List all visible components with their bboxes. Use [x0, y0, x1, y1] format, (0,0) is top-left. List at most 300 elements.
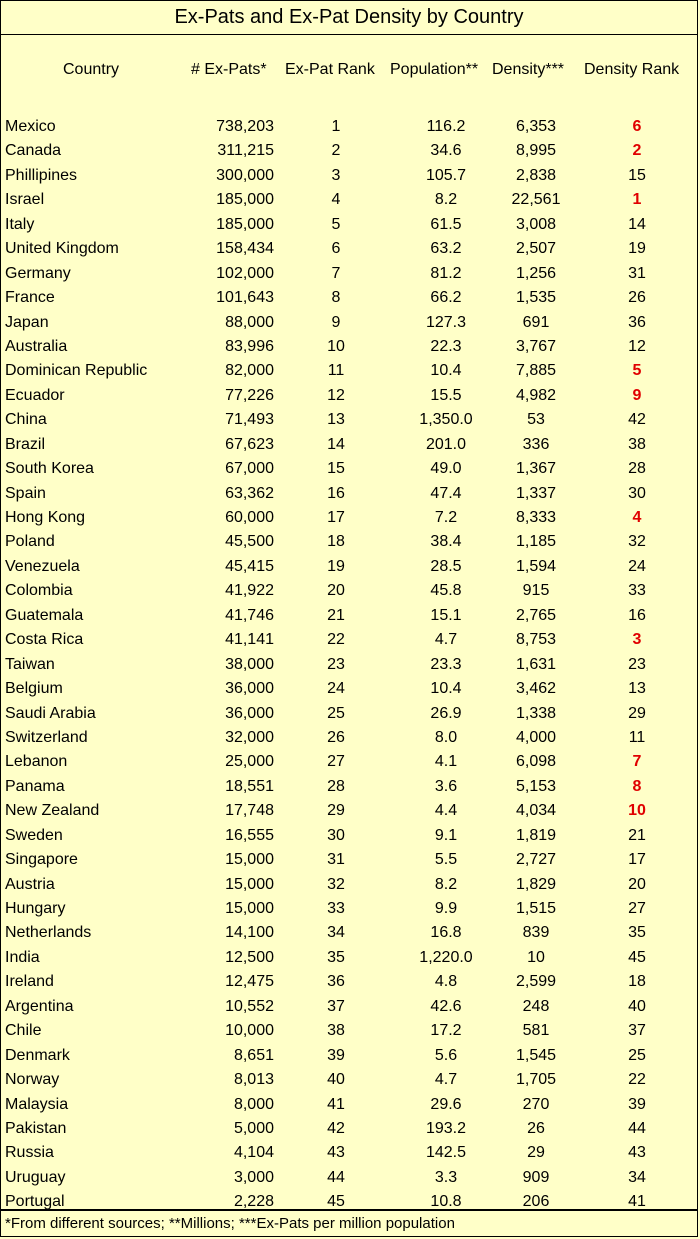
- cell-expats: 102,000: [216, 264, 274, 282]
- cell-density: 6,098: [515, 753, 557, 771]
- cell-expat-rank: 3: [331, 166, 341, 184]
- table-row: [1, 604, 697, 628]
- cell-density-rank: 42: [628, 411, 646, 429]
- cell-country: Guatemala: [5, 606, 84, 624]
- cell-population: 10.8: [430, 1193, 462, 1211]
- cell-expats: 8,013: [233, 1071, 274, 1089]
- cell-expats: 41,922: [225, 582, 274, 600]
- cell-density: 26: [527, 1119, 545, 1137]
- cell-population: 15.5: [430, 386, 462, 404]
- table-row: [1, 579, 697, 603]
- cell-population: 26.9: [430, 704, 462, 722]
- table-row: [1, 1117, 697, 1141]
- cell-expats: 311,215: [217, 142, 274, 160]
- cell-density: 1,337: [515, 484, 557, 502]
- cell-population: 42.6: [430, 997, 462, 1015]
- cell-country: Panama: [5, 777, 65, 795]
- cell-density: 1,705: [515, 1071, 557, 1089]
- table-row: [1, 750, 697, 774]
- cell-density-rank: 39: [628, 1095, 646, 1113]
- cell-density: 3,008: [515, 215, 557, 233]
- cell-expats: 88,000: [225, 313, 274, 331]
- table-row: [1, 311, 697, 335]
- table-body: [1, 115, 697, 1215]
- cell-expat-rank: 36: [327, 973, 345, 991]
- cell-population: 3.3: [434, 1168, 458, 1186]
- cell-expat-rank: 31: [327, 851, 345, 869]
- cell-density-rank: 25: [628, 1046, 646, 1064]
- cell-density-rank: 44: [628, 1119, 646, 1137]
- cell-expats: 10,552: [225, 997, 274, 1015]
- cell-expat-rank: 41: [327, 1095, 345, 1113]
- table-row: [1, 482, 697, 506]
- table-row: [1, 164, 697, 188]
- cell-expats: 8,651: [233, 1046, 274, 1064]
- cell-density: 1,545: [515, 1046, 557, 1064]
- cell-country: Portugal: [5, 1193, 65, 1211]
- table-row: [1, 1166, 697, 1190]
- table-row: [1, 677, 697, 701]
- cell-density-rank: 26: [628, 289, 646, 307]
- cell-density: 10: [527, 948, 545, 966]
- cell-density-rank: 11: [628, 728, 646, 746]
- cell-expats: 17,748: [225, 802, 274, 820]
- cell-population: 5.6: [434, 1046, 458, 1064]
- cell-population: 81.2: [430, 264, 462, 282]
- cell-density-rank: 5: [632, 362, 642, 380]
- cell-density-rank: 12: [628, 337, 646, 355]
- cell-density: 2,838: [515, 166, 557, 184]
- cell-country: Ireland: [5, 973, 54, 991]
- cell-density: 53: [527, 411, 545, 429]
- cell-density-rank: 40: [628, 997, 646, 1015]
- table-row: [1, 1019, 697, 1043]
- cell-expat-rank: 33: [327, 900, 345, 917]
- cell-expats: 14,100: [225, 924, 274, 942]
- cell-density: 1,829: [515, 875, 557, 893]
- cell-expats: 77,226: [225, 386, 274, 404]
- cell-expats: 45,415: [225, 557, 274, 575]
- table-row: [1, 188, 697, 212]
- cell-density-rank: 15: [628, 166, 646, 184]
- cell-expat-rank: 25: [327, 704, 345, 722]
- cell-population: 5.5: [434, 851, 458, 869]
- cell-expat-rank: 2: [331, 142, 341, 160]
- cell-expat-rank: 34: [327, 924, 345, 942]
- cell-expat-rank: 15: [327, 460, 345, 478]
- table-row: [1, 384, 697, 408]
- cell-density: 248: [522, 997, 550, 1015]
- cell-country: Dominican Republic: [5, 362, 148, 380]
- cell-expats: 41,746: [225, 606, 274, 624]
- cell-expat-rank: 16: [327, 484, 345, 502]
- cell-density-rank: 32: [628, 533, 646, 551]
- cell-density-rank: 17: [628, 851, 646, 869]
- cell-expat-rank: 14: [327, 435, 345, 453]
- cell-population: 38.4: [430, 533, 462, 551]
- cell-country: Hungary: [5, 900, 66, 917]
- cell-density: 8,753: [515, 631, 557, 649]
- cell-country: Russia: [5, 1144, 54, 1162]
- cell-density: 4,982: [515, 386, 557, 404]
- cell-density-rank: 24: [628, 557, 646, 575]
- cell-country: Hong Kong: [5, 509, 86, 526]
- table-row: [1, 897, 697, 921]
- table-row: [1, 628, 697, 652]
- cell-density-rank: 6: [632, 118, 642, 135]
- cell-country: Israel: [5, 191, 45, 209]
- cell-density-rank: 20: [628, 875, 646, 893]
- table-row: [1, 873, 697, 897]
- table-row: [1, 213, 697, 237]
- cell-density-rank: 29: [628, 704, 646, 722]
- cell-expats: 158,434: [216, 240, 274, 258]
- cell-population: 4.8: [434, 973, 458, 991]
- cell-expats: 738,203: [216, 118, 274, 135]
- cell-country: South Korea: [5, 460, 94, 478]
- cell-expats: 15,000: [225, 900, 274, 917]
- cell-density-rank: 10: [628, 802, 646, 820]
- cell-density-rank: 41: [628, 1193, 646, 1211]
- cell-population: 142.5: [425, 1144, 467, 1162]
- table-row: [1, 702, 697, 726]
- cell-expats: 5,000: [233, 1119, 274, 1137]
- cell-expat-rank: 37: [327, 997, 345, 1015]
- cell-country: Venezuela: [5, 557, 80, 575]
- cell-country: Phillipines: [5, 166, 78, 184]
- cell-expats: 3,000: [233, 1168, 274, 1186]
- cell-density: 2,765: [515, 606, 557, 624]
- cell-population: 9.1: [434, 826, 458, 844]
- cell-expats: 16,555: [225, 826, 274, 844]
- cell-density-rank: 45: [628, 948, 646, 966]
- cell-population: 63.2: [430, 240, 462, 258]
- cell-expat-rank: 21: [327, 606, 345, 624]
- table-row: [1, 995, 697, 1019]
- cell-country: Taiwan: [5, 655, 55, 673]
- cell-expat-rank: 13: [327, 411, 345, 429]
- cell-population: 45.8: [430, 582, 462, 600]
- cell-density-rank: 37: [628, 1022, 646, 1040]
- cell-density-rank: 16: [628, 606, 646, 624]
- cell-density-rank: 3: [632, 631, 642, 649]
- cell-expat-rank: 32: [327, 875, 345, 893]
- cell-population: 17.2: [430, 1022, 462, 1040]
- cell-expats: 101,643: [216, 289, 274, 307]
- cell-density: 29: [527, 1144, 545, 1162]
- cell-expat-rank: 7: [331, 264, 341, 282]
- table-row: [1, 1141, 697, 1165]
- table-row: [1, 530, 697, 554]
- cell-population: 15.1: [430, 606, 462, 624]
- table-row: [1, 506, 697, 530]
- cell-country: Saudi Arabia: [5, 704, 96, 722]
- cell-density: 8,995: [515, 142, 557, 160]
- table-row: [1, 286, 697, 310]
- cell-expat-rank: 45: [327, 1193, 345, 1211]
- cell-density-rank: 27: [628, 900, 646, 917]
- cell-expats: 83,996: [225, 337, 274, 355]
- cell-population: 201.0: [425, 435, 467, 453]
- cell-population: 66.2: [430, 289, 462, 307]
- cell-expat-rank: 11: [327, 362, 345, 380]
- table-row: [1, 799, 697, 823]
- cell-expats: 25,000: [225, 753, 274, 771]
- cell-density-rank: 30: [628, 484, 646, 502]
- cell-expats: 185,000: [216, 191, 274, 209]
- cell-country: United Kingdom: [5, 240, 119, 258]
- cell-expat-rank: 39: [327, 1046, 345, 1064]
- cell-expat-rank: 42: [327, 1119, 345, 1137]
- cell-density: 270: [522, 1095, 550, 1113]
- cell-country: Netherlands: [5, 924, 92, 942]
- cell-density-rank: 21: [628, 826, 646, 844]
- table-row: [1, 408, 697, 432]
- cell-population: 34.6: [430, 142, 462, 160]
- cell-population: 4.7: [434, 631, 458, 649]
- cell-expats: 300,000: [216, 166, 274, 184]
- cell-population: 16.8: [430, 924, 462, 942]
- cell-country: Lebanon: [5, 753, 68, 771]
- cell-expat-rank: 35: [327, 948, 345, 966]
- cell-country: Spain: [5, 484, 46, 502]
- cell-density-rank: 43: [628, 1144, 646, 1162]
- header-country: Country: [63, 61, 120, 78]
- cell-expats: 71,493: [225, 411, 274, 429]
- cell-density-rank: 31: [628, 264, 646, 282]
- cell-density: 3,767: [515, 337, 557, 355]
- cell-country: Argentina: [5, 997, 74, 1015]
- cell-density-rank: 4: [632, 509, 642, 526]
- cell-density-rank: 19: [628, 240, 646, 258]
- cell-country: New Zealand: [5, 802, 100, 820]
- cell-density-rank: 1: [632, 191, 642, 209]
- cell-country: Austria: [5, 875, 55, 893]
- cell-expats: 67,623: [225, 435, 274, 453]
- cell-country: Malaysia: [5, 1095, 69, 1113]
- table-row: [1, 1044, 697, 1068]
- cell-country: Singapore: [5, 851, 78, 869]
- cell-expats: 32,000: [225, 728, 274, 746]
- cell-population: 3.6: [434, 777, 458, 795]
- cell-country: Japan: [5, 313, 49, 331]
- cell-country: Italy: [5, 215, 35, 233]
- cell-density-rank: 28: [628, 460, 646, 478]
- cell-expat-rank: 22: [327, 631, 345, 649]
- cell-density: 22,561: [511, 191, 561, 209]
- cell-population: 61.5: [430, 215, 462, 233]
- cell-density-rank: 8: [632, 777, 642, 795]
- cell-country: Uruguay: [5, 1168, 66, 1186]
- cell-expat-rank: 17: [327, 509, 345, 526]
- cell-expats: 36,000: [225, 704, 274, 722]
- cell-expats: 82,000: [225, 362, 274, 380]
- cell-density: 1,819: [515, 826, 557, 844]
- cell-expat-rank: 26: [327, 728, 345, 746]
- cell-density: 1,185: [515, 533, 557, 551]
- table-row: [1, 775, 697, 799]
- cell-density-rank: 35: [628, 924, 646, 942]
- cell-expat-rank: 19: [327, 557, 345, 575]
- cell-expat-rank: 38: [327, 1022, 345, 1040]
- cell-expat-rank: 6: [331, 240, 341, 258]
- table-row: [1, 457, 697, 481]
- cell-expat-rank: 20: [327, 582, 345, 600]
- cell-population: 49.0: [430, 460, 462, 478]
- cell-expats: 38,000: [225, 655, 274, 673]
- cell-population: 4.7: [434, 1071, 458, 1089]
- cell-expat-rank: 28: [327, 777, 345, 795]
- cell-density: 1,631: [515, 655, 557, 673]
- table-row: [1, 139, 697, 163]
- cell-density-rank: 7: [632, 753, 642, 771]
- table-row: [1, 555, 697, 579]
- cell-density: 581: [522, 1022, 550, 1040]
- header-density: Density***: [492, 61, 565, 78]
- cell-country: Pakistan: [5, 1119, 67, 1137]
- cell-country: Australia: [5, 337, 68, 355]
- cell-expats: 4,104: [233, 1144, 274, 1162]
- cell-expats: 67,000: [225, 460, 274, 478]
- cell-country: Chile: [5, 1022, 42, 1040]
- cell-density: 1,515: [515, 900, 557, 917]
- cell-country: France: [5, 289, 55, 307]
- table-row: [1, 726, 697, 750]
- cell-expat-rank: 44: [327, 1168, 345, 1186]
- table-row: [1, 1068, 697, 1092]
- cell-density: 7,885: [515, 362, 557, 380]
- page-title: Ex-Pats and Ex-Pat Density by Country: [174, 6, 524, 28]
- header-expat-rank: Ex-Pat Rank: [285, 61, 375, 78]
- cell-population: 29.6: [430, 1095, 462, 1113]
- cell-population: 22.3: [430, 337, 462, 355]
- cell-expats: 36,000: [225, 680, 274, 698]
- cell-density-rank: 13: [628, 680, 646, 698]
- header-population: Population**: [390, 61, 479, 78]
- cell-expats: 41,141: [225, 631, 274, 649]
- cell-country: Ecuador: [5, 386, 65, 404]
- cell-density: 6,353: [515, 118, 557, 135]
- cell-density-rank: 9: [632, 386, 642, 404]
- cell-expat-rank: 1: [331, 118, 341, 135]
- cell-population: 8.2: [434, 191, 458, 209]
- cell-density: 691: [522, 313, 550, 331]
- cell-expat-rank: 43: [327, 1144, 345, 1162]
- cell-density: 915: [522, 582, 550, 600]
- table-row: [1, 335, 697, 359]
- cell-density: 1,535: [515, 289, 557, 307]
- cell-expat-rank: 23: [327, 655, 345, 673]
- cell-expats: 8,000: [233, 1095, 274, 1113]
- table-row: [1, 115, 697, 139]
- footnote-text: *From different sources; **Millions; ***Ex-Pats per million population: [5, 1215, 455, 1232]
- cell-density: 839: [522, 924, 550, 942]
- cell-population: 7.2: [434, 509, 458, 526]
- cell-density-rank: 34: [628, 1168, 646, 1186]
- cell-population: 4.1: [434, 753, 458, 771]
- cell-density: 2,507: [515, 240, 557, 258]
- table-row: [1, 946, 697, 970]
- cell-expat-rank: 29: [327, 802, 345, 820]
- cell-density: 1,256: [515, 264, 557, 282]
- table-header: [1, 61, 697, 85]
- cell-expat-rank: 8: [331, 289, 341, 307]
- cell-density: 1,594: [515, 557, 557, 575]
- cell-expats: 15,000: [225, 875, 274, 893]
- cell-population: 10.4: [430, 680, 462, 698]
- cell-population: 8.2: [434, 875, 458, 893]
- cell-expat-rank: 10: [327, 337, 345, 355]
- cell-expat-rank: 27: [327, 753, 345, 771]
- cell-expats: 60,000: [225, 509, 274, 526]
- cell-expats: 15,000: [225, 851, 274, 869]
- cell-expat-rank: 40: [327, 1071, 345, 1089]
- cell-population: 127.3: [425, 313, 467, 331]
- table-row: [1, 1093, 697, 1117]
- cell-density: 1,338: [515, 704, 557, 722]
- cell-country: Brazil: [5, 435, 46, 453]
- cell-expat-rank: 9: [331, 313, 341, 331]
- cell-country: Germany: [5, 264, 71, 282]
- cell-density-rank: 22: [628, 1071, 646, 1089]
- cell-density-rank: 36: [628, 313, 646, 331]
- cell-density-rank: 33: [628, 582, 646, 600]
- title-bar: [1, 1, 697, 35]
- cell-density: 5,153: [515, 777, 557, 795]
- table-row: [1, 433, 697, 457]
- cell-country: Belgium: [5, 680, 63, 698]
- cell-density-rank: 38: [628, 435, 646, 453]
- cell-country: Sweden: [5, 826, 63, 844]
- table-row: [1, 921, 697, 945]
- cell-density: 336: [522, 435, 550, 453]
- cell-density-rank: 18: [628, 973, 646, 991]
- cell-expats: 2,228: [233, 1193, 274, 1211]
- cell-expats: 12,500: [225, 948, 274, 966]
- header-density-rank: Density Rank: [584, 61, 680, 78]
- table-row: [1, 359, 697, 383]
- cell-country: Denmark: [5, 1046, 70, 1064]
- cell-country: Colombia: [5, 582, 73, 600]
- table-row: [1, 653, 697, 677]
- cell-expat-rank: 24: [327, 680, 345, 698]
- cell-population: 10.4: [430, 362, 462, 380]
- cell-density: 2,727: [515, 851, 557, 869]
- cell-density: 4,000: [515, 728, 557, 746]
- cell-population: 105.7: [425, 166, 467, 184]
- cell-density-rank: 14: [628, 215, 646, 233]
- cell-expat-rank: 5: [331, 215, 341, 233]
- cell-density: 2,599: [515, 973, 557, 991]
- cell-expats: 18,551: [225, 777, 274, 795]
- cell-expat-rank: 18: [327, 533, 345, 551]
- cell-population: 193.2: [425, 1119, 467, 1137]
- cell-population: 9.9: [434, 900, 458, 917]
- cell-expats: 185,000: [216, 215, 274, 233]
- cell-density-rank: 2: [632, 142, 642, 160]
- cell-country: Norway: [5, 1071, 60, 1089]
- cell-density-rank: 23: [628, 655, 646, 673]
- cell-expats: 63,362: [225, 484, 274, 502]
- cell-expats: 12,475: [225, 973, 274, 991]
- cell-population: 23.3: [430, 655, 462, 673]
- cell-expats: 45,500: [225, 533, 274, 551]
- cell-country: China: [5, 411, 47, 429]
- cell-density: 909: [522, 1168, 550, 1186]
- footnote: [1, 1209, 697, 1236]
- cell-density: 3,462: [515, 680, 557, 698]
- cell-population: 116.2: [426, 118, 466, 135]
